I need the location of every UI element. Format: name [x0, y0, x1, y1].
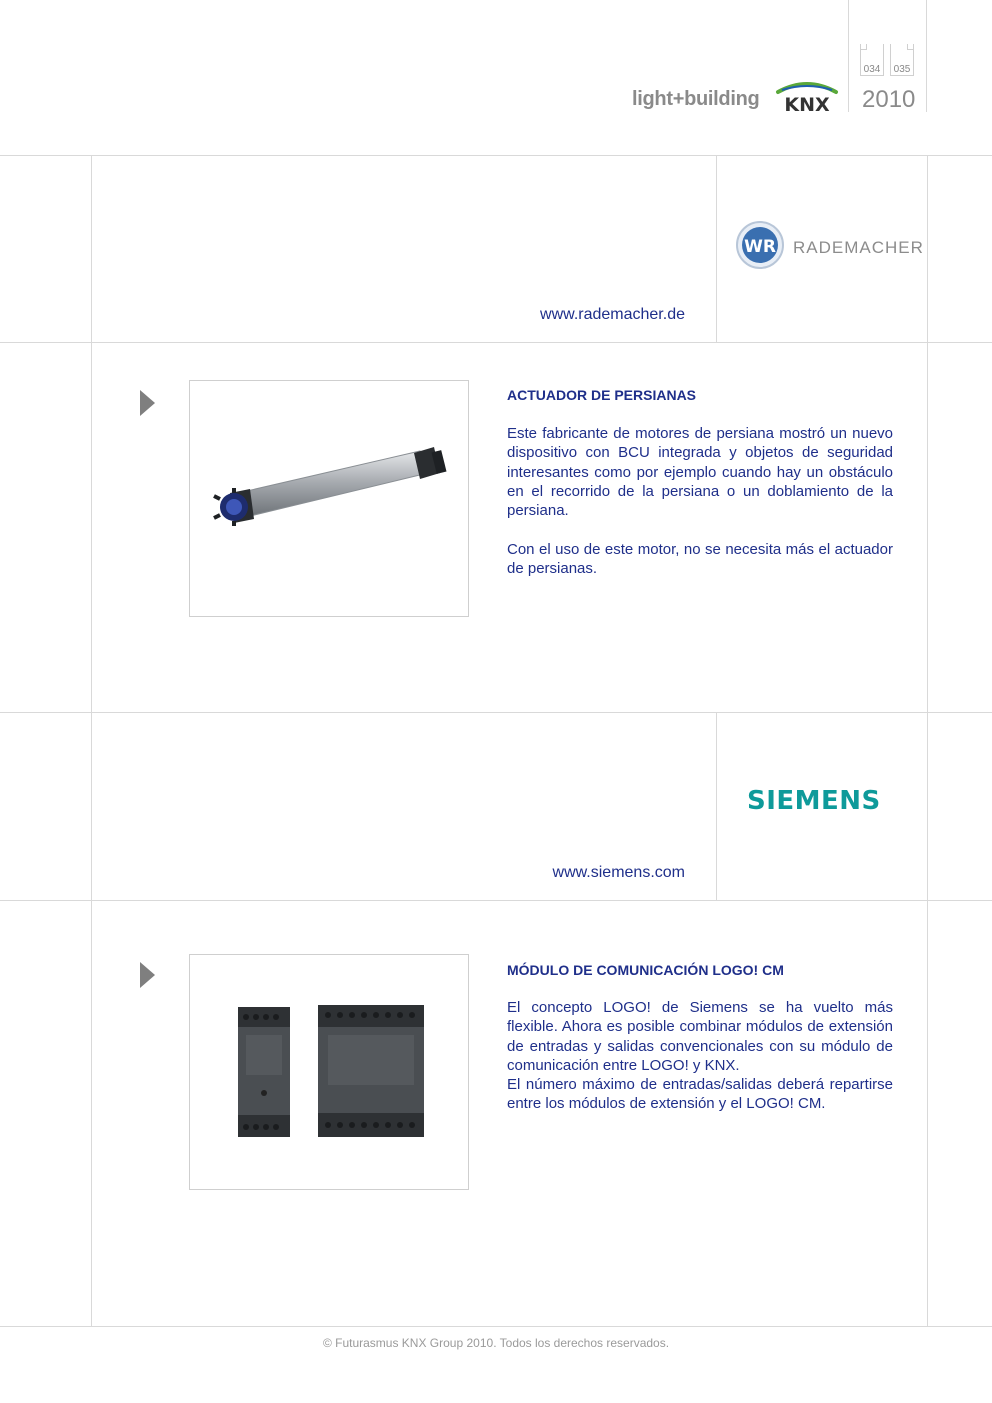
tubular-motor-image	[190, 381, 468, 616]
grid-line	[927, 155, 928, 1326]
brand-text: light+building	[632, 88, 760, 110]
grid-line	[0, 712, 992, 713]
grid-line	[716, 712, 717, 900]
header-divider	[848, 0, 849, 112]
company-url[interactable]: www.rademacher.de	[540, 306, 685, 323]
siemens-logo: SIEMENS	[747, 786, 881, 816]
article-paragraph: Con el uso de este motor, no se necesita más el actuador de persianas.	[507, 540, 893, 578]
product-image-frame	[189, 954, 469, 1190]
grid-line	[0, 900, 992, 901]
svg-text:KNX: KNX	[784, 94, 830, 116]
page-number-right: 035	[890, 44, 914, 76]
article-body	[507, 424, 893, 598]
header-divider-right	[926, 0, 927, 112]
grid-line	[0, 1326, 992, 1327]
year: 2010	[862, 86, 916, 113]
company-name: RADEMACHER	[793, 238, 924, 257]
play-arrow-icon	[140, 390, 155, 416]
grid-line	[91, 155, 92, 1326]
grid-line	[716, 155, 717, 342]
page-number-left: 034	[860, 44, 884, 76]
article-title: MÓDULO DE COMUNICACIÓN LOGO! CM	[507, 962, 784, 978]
rademacher-logo-icon	[735, 220, 785, 270]
play-arrow-icon	[140, 962, 155, 988]
article-paragraph: El concepto LOGO! de Siemens se ha vuelto más flexible. Ahora es posible combinar módulos de extensión de entradas y salidas convencionales con su módulo de comunicación entre LOGO! y KNX.	[507, 999, 893, 1074]
grid-line	[0, 342, 992, 343]
footer-copyright: © Futurasmus KNX Group 2010. Todos los derechos reservados.	[322, 1336, 670, 1350]
knx-logo-icon	[772, 80, 842, 116]
article-paragraph: El número máximo de entradas/salidas deberá repartirse entre los módulos de extensión y el LOGO! CM.	[507, 1076, 893, 1113]
article-body	[507, 998, 893, 1114]
grid-line	[0, 155, 992, 156]
product-image-frame	[189, 380, 469, 617]
company-url[interactable]: www.siemens.com	[552, 864, 685, 881]
svg-text:WR: WR	[744, 237, 776, 257]
logo-modules-image	[190, 955, 468, 1189]
article-paragraph: Este fabricante de motores de persiana mostró un nuevo dispositivo con BCU integrada y objetos de seguridad interesantes como por ejemplo cuando hay un obstáculo en el recorrido de la persiana o un doblamiento de la persiana.	[507, 425, 893, 520]
article-title: ACTUADOR DE PERSIANAS	[507, 387, 697, 403]
